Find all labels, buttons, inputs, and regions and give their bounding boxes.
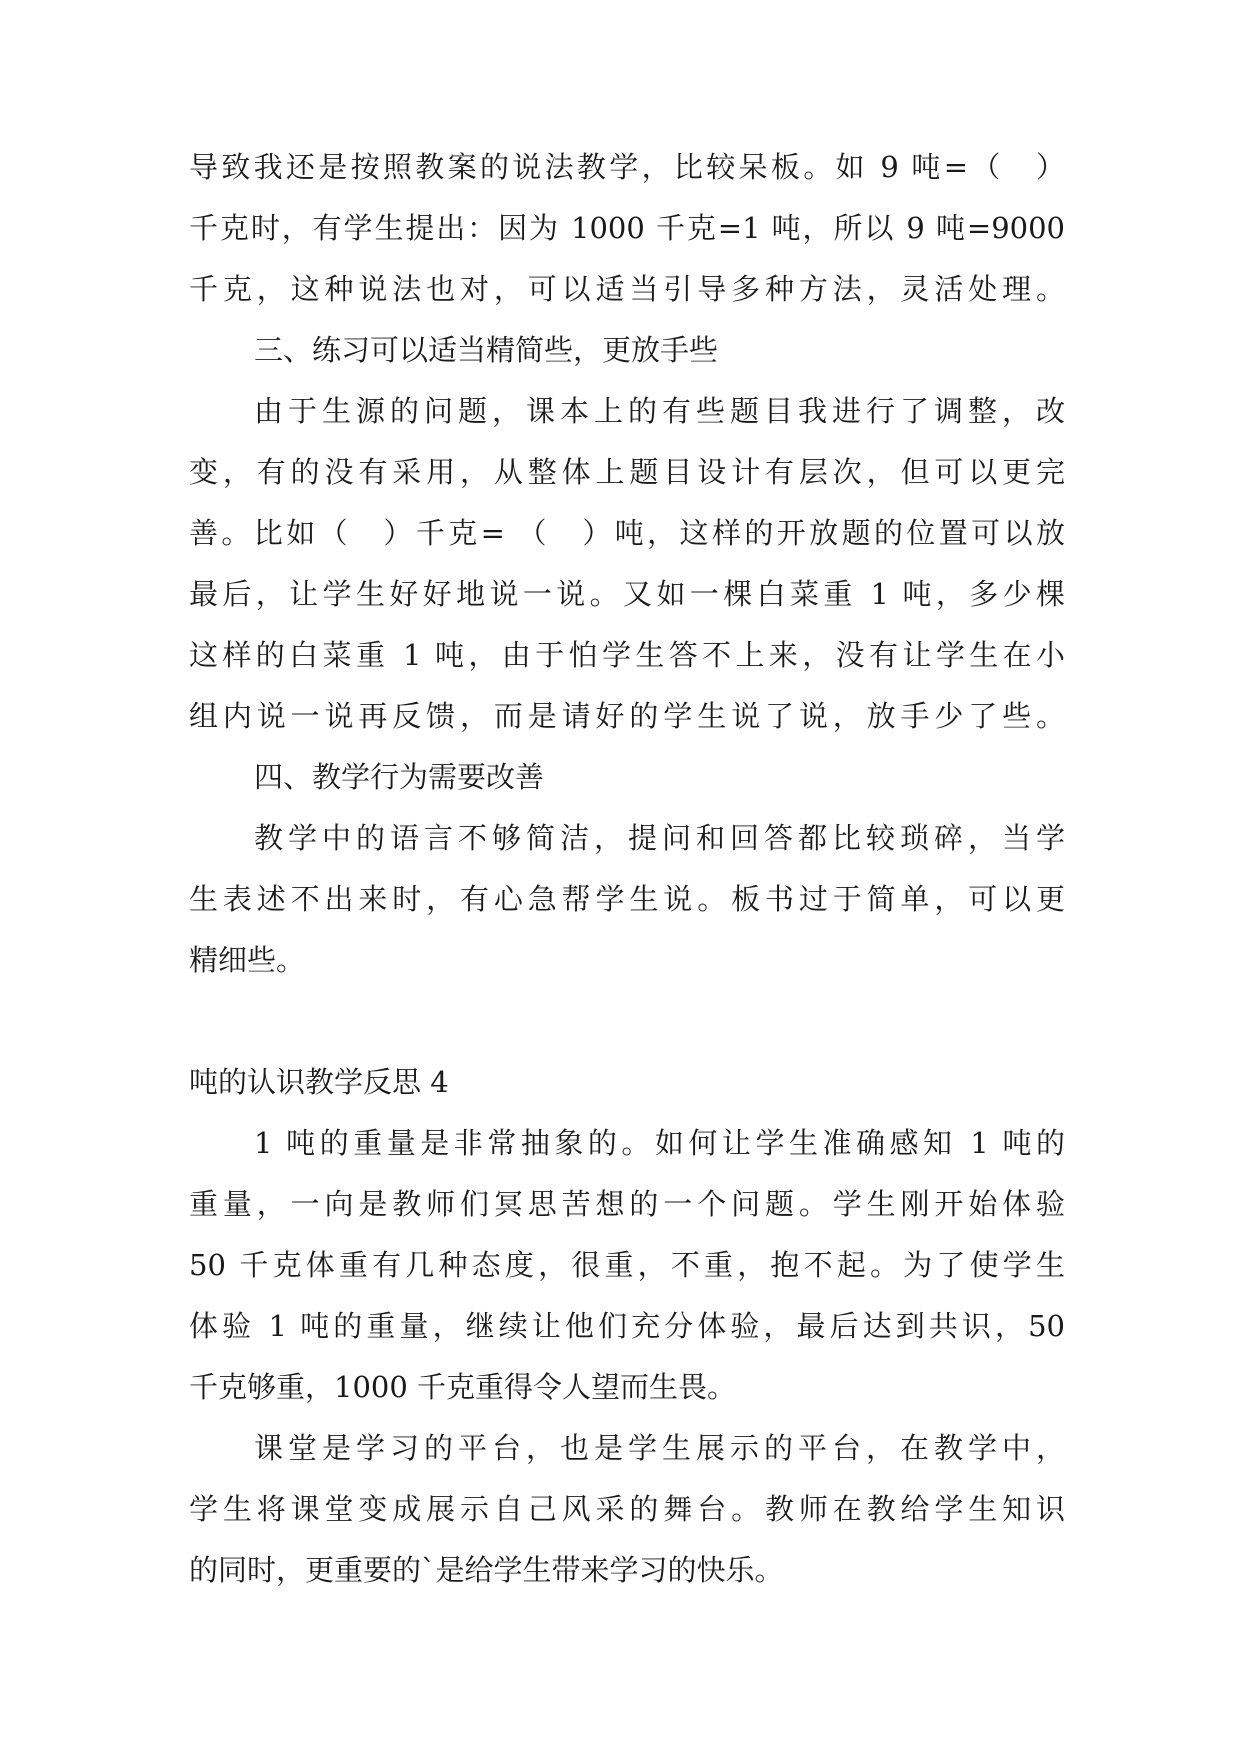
text-line-13: 生表述不出来时，有心急帮学生说。板书过于简单，可以更 — [189, 882, 1065, 916]
text-line-17: 重量，一向是教师们冥思苦想的一个问题。学生刚开始体验 — [189, 1187, 1065, 1221]
section-heading-3: 三、练习可以适当精简些，更放手些 — [254, 333, 719, 367]
text-line-9: 这样的白菜重 1 吨，由于怕学生答不上来，没有让学生在小 — [189, 638, 1065, 672]
text-line-3: 千克，这种说法也对，可以适当引导多种方法，灵活处理。 — [189, 272, 1065, 306]
text-line-1: 导致我还是按照教案的说法教学，比较呆板。如 9 吨=（ ） — [189, 150, 1065, 184]
article-title: 吨的认识教学反思 4 — [189, 1065, 449, 1099]
text-line-23: 的同时，更重要的`是给学生带来学习的快乐。 — [189, 1553, 784, 1587]
text-line-20: 千克够重，1000 千克重得令人望而生畏。 — [189, 1370, 737, 1404]
text-line-8: 最后，让学生好好地说一说。又如一棵白菜重 1 吨，多少棵 — [189, 577, 1065, 611]
text-line-7: 善。比如（ ）千克= （ ）吨，这样的开放题的位置可以放 — [189, 516, 1065, 550]
text-line-2: 千克时，有学生提出：因为 1000 千克=1 吨，所以 9 吨=9000 — [189, 211, 1065, 245]
text-line-14: 精细些。 — [189, 943, 306, 977]
text-line-5: 由于生源的问题，课本上的有些题目我进行了调整，改 — [254, 394, 1065, 428]
text-line-21: 课堂是学习的平台，也是学生展示的平台，在教学中， — [254, 1431, 1065, 1465]
section-heading-4: 四、教学行为需要改善 — [254, 760, 545, 794]
text-line-12: 教学中的语言不够简洁，提问和回答都比较琐碎，当学 — [254, 821, 1065, 855]
text-line-16: 1 吨的重量是非常抽象的。如何让学生准确感知 1 吨的 — [254, 1126, 1065, 1160]
text-line-18: 50 千克体重有几种态度，很重，不重，抱不起。为了使学生 — [189, 1248, 1065, 1282]
text-line-6: 变，有的没有采用，从整体上题目设计有层次，但可以更完 — [189, 455, 1065, 489]
text-line-10: 组内说一说再反馈，而是请好的学生说了说，放手少了些。 — [189, 699, 1065, 733]
text-line-19: 体验 1 吨的重量，继续让他们充分体验，最后达到共识，50 — [189, 1309, 1065, 1343]
text-line-22: 学生将课堂变成展示自己风采的舞台。教师在教给学生知识 — [189, 1492, 1065, 1526]
